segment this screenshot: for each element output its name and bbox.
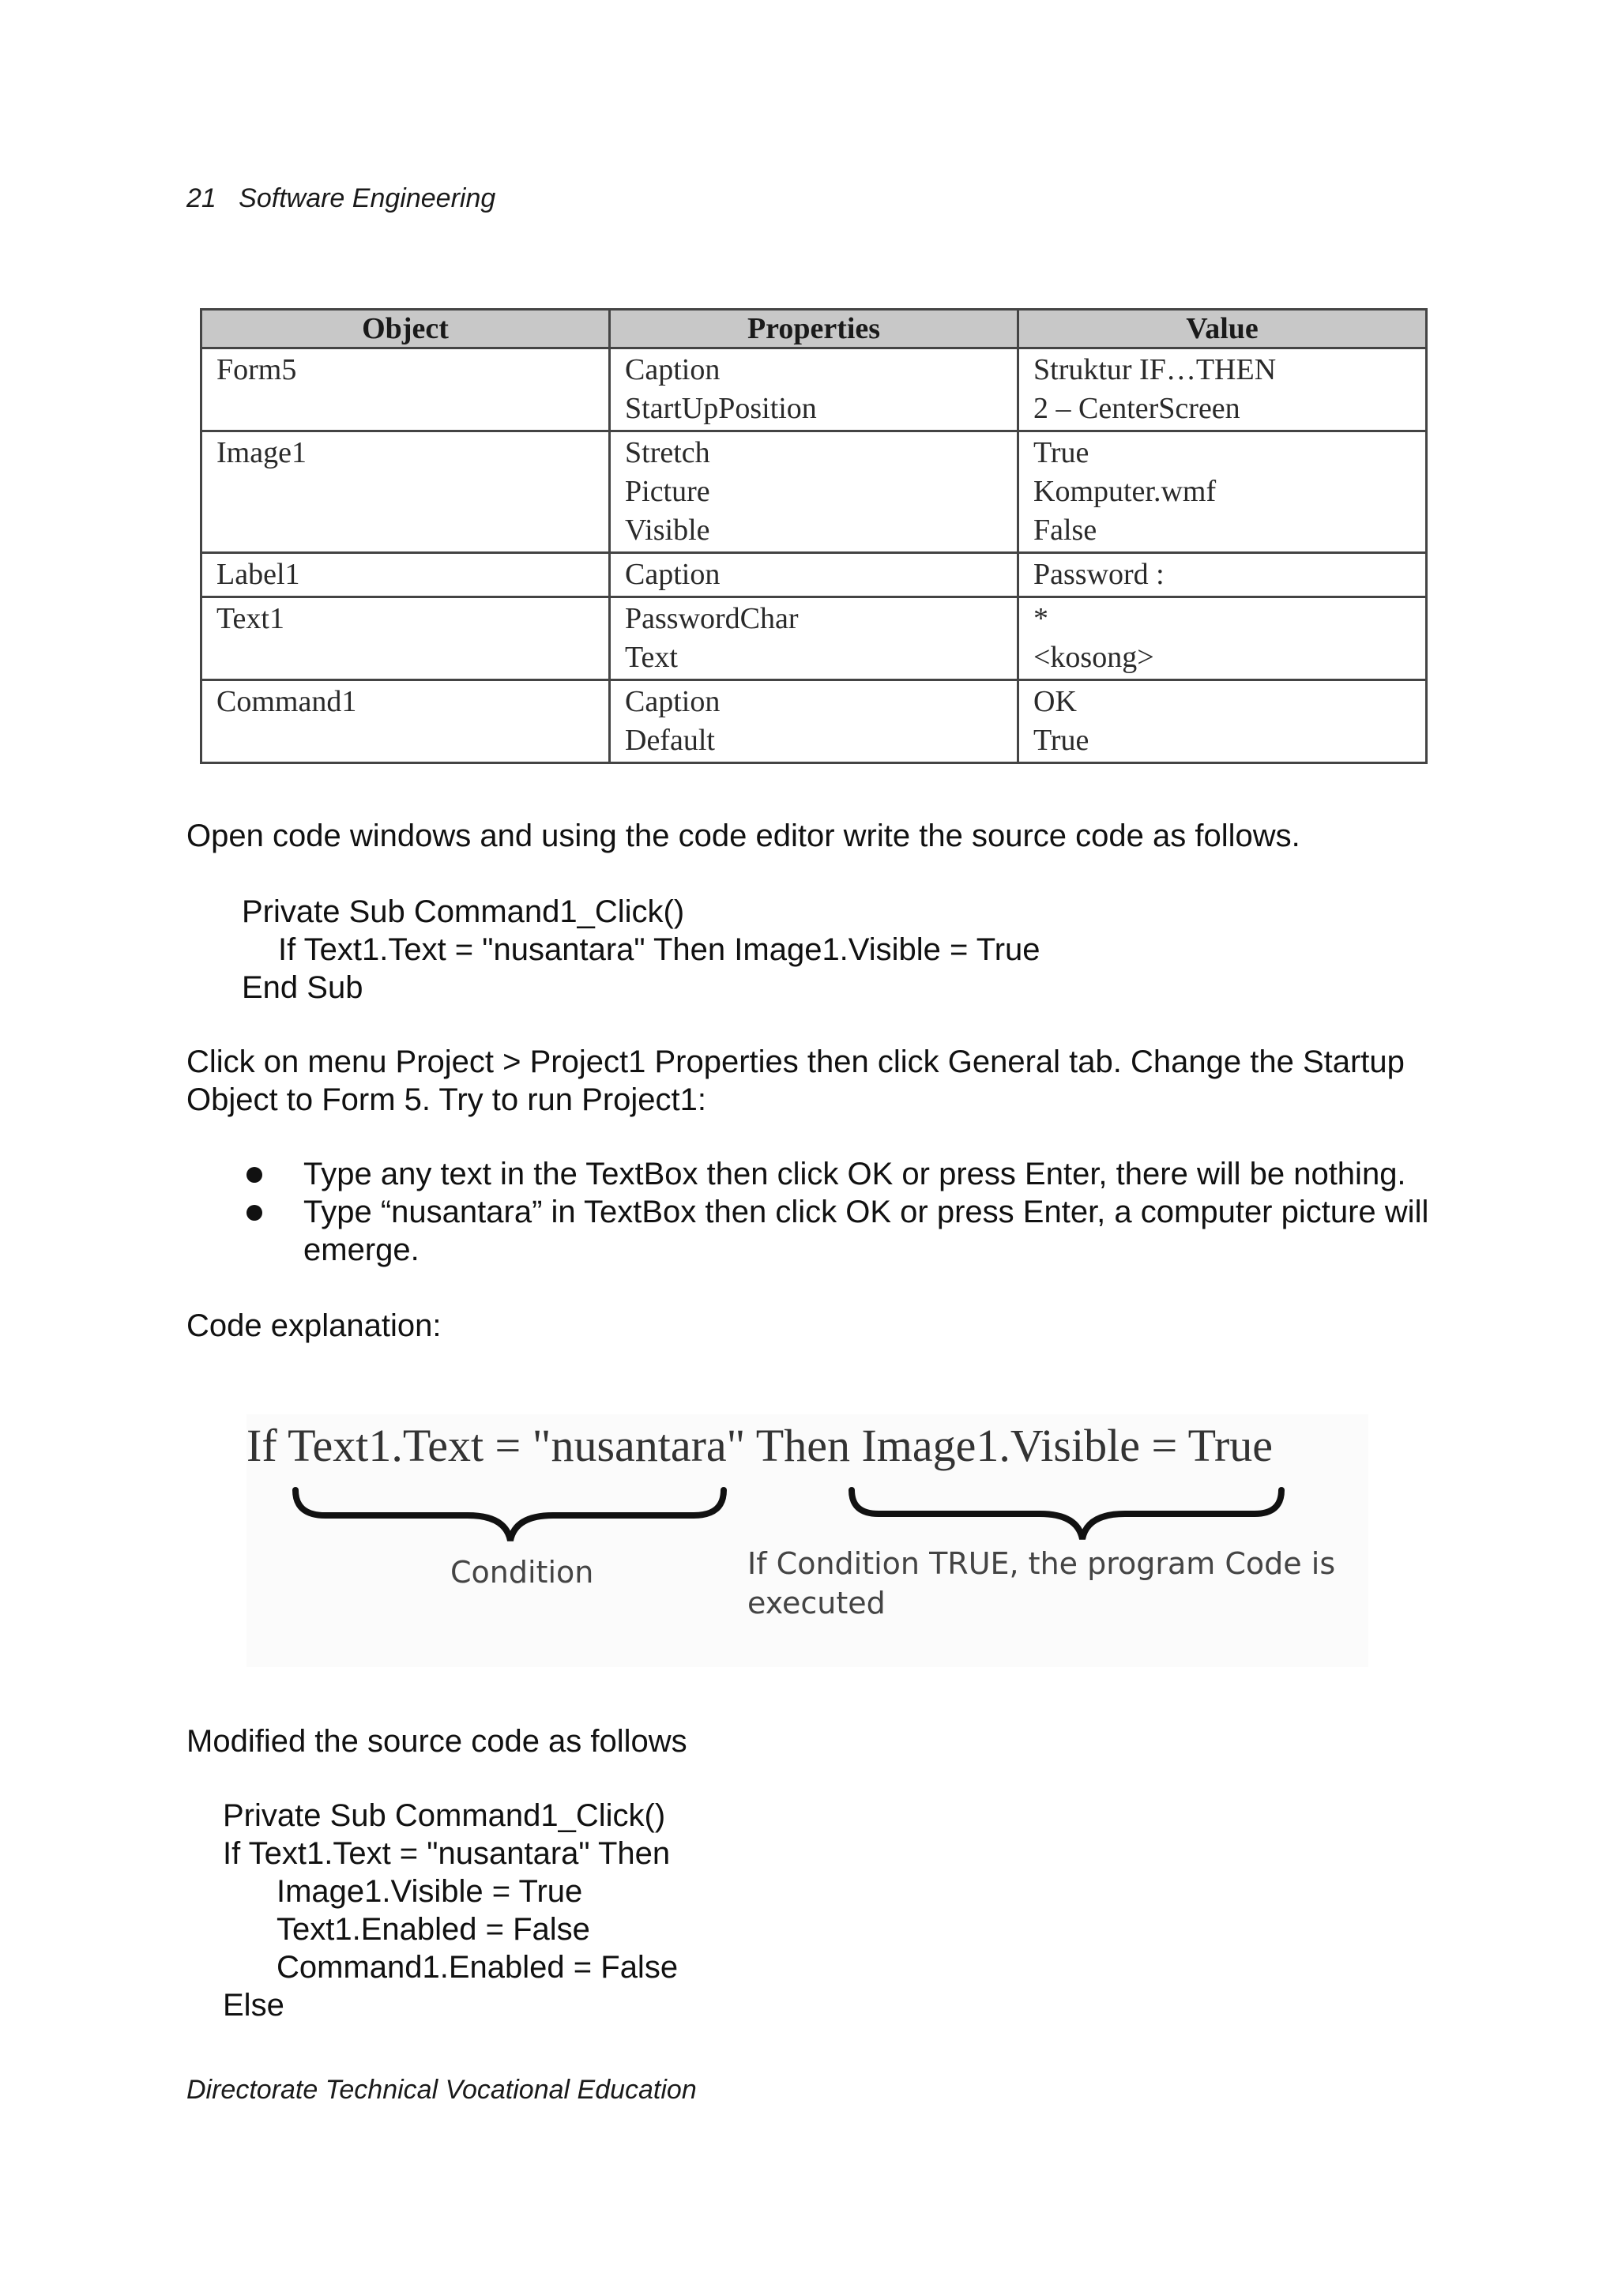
table-row <box>201 553 1427 597</box>
page-footer: Directorate Technical Vocational Education <box>186 2075 697 2105</box>
properties-table <box>200 308 1428 764</box>
code-line: Private Sub Command1_Click() <box>223 1798 666 1833</box>
condition-label: Condition <box>450 1555 594 1590</box>
modified-label: Modified the source code as follows <box>186 1724 687 1759</box>
table-row <box>201 348 1427 431</box>
page-number: 21 <box>186 183 216 213</box>
object-cell: Form5 <box>201 348 610 431</box>
curly-brace-icons <box>246 1414 1368 1667</box>
value-cell: OK True <box>1018 680 1427 763</box>
code-line: Image1.Visible = True <box>277 1874 583 1909</box>
explanation-label: Code explanation: <box>186 1308 442 1343</box>
table-row <box>201 597 1427 680</box>
intro-paragraph: Open code windows and using the code editor write the source code as follows. <box>186 819 1300 853</box>
code-line: If Text1.Text = "nusantara" Then Image1.Visible = True <box>278 932 1040 967</box>
object-cell: Text1 <box>201 597 610 680</box>
code-explanation-figure <box>246 1414 1368 1667</box>
value-cell: Password : <box>1018 553 1427 597</box>
instructions-paragraph: Click on menu Project > Project1 Properties then click General tab. Change the Startup Object to Form 5. Try to run Project1: <box>186 1044 1405 1117</box>
properties-cell: Stretch Picture Visible <box>610 431 1018 553</box>
bullet-list <box>186 1155 1451 1269</box>
bullet-icon <box>246 1205 262 1221</box>
page-header <box>186 183 495 214</box>
table-row <box>201 431 1427 553</box>
action-brace-icon <box>852 1490 1281 1539</box>
object-cell: Command1 <box>201 680 610 763</box>
executed-label: If Condition TRUE, the program Code is executed <box>747 1546 1336 1620</box>
code-line: Text1.Enabled = False <box>277 1912 590 1947</box>
bullet-icon <box>246 1167 262 1183</box>
properties-cell: Caption <box>610 553 1018 597</box>
figure-statement: If Text1.Text = "nusantara" Then Image1.Visible = True <box>246 1420 1274 1471</box>
properties-cell: Caption StartUpPosition <box>610 348 1018 431</box>
value-cell: Struktur IF…THEN 2 – CenterScreen <box>1018 348 1427 431</box>
table-header-row <box>201 310 1427 348</box>
value-cell: * <kosong> <box>1018 597 1427 680</box>
condition-brace-icon <box>295 1490 724 1541</box>
list-item: Type any text in the TextBox then click OK or press Enter, there will be nothing. <box>186 1155 1451 1193</box>
code-line: Else <box>223 1988 284 2023</box>
code-line: End Sub <box>242 970 363 1005</box>
value-cell: True Komputer.wmf False <box>1018 431 1427 553</box>
table-row <box>201 680 1427 763</box>
code-line: Private Sub Command1_Click() <box>242 894 685 929</box>
column-header-object: Object <box>201 310 610 348</box>
code-block-1 <box>242 893 1040 1007</box>
properties-cell: PasswordChar Text <box>610 597 1018 680</box>
object-cell: Label1 <box>201 553 610 597</box>
column-header-value: Value <box>1018 310 1427 348</box>
list-item: Type “nusantara” in TextBox then click OK or press Enter, a computer picture will emerge. <box>186 1193 1451 1269</box>
chapter-title: Software Engineering <box>239 183 496 213</box>
properties-cell: Caption Default <box>610 680 1018 763</box>
code-line: Command1.Enabled = False <box>277 1950 679 1985</box>
code-block-2 <box>223 1797 678 2024</box>
code-line: If Text1.Text = "nusantara" Then <box>223 1836 671 1871</box>
column-header-properties: Properties <box>610 310 1018 348</box>
object-cell: Image1 <box>201 431 610 553</box>
